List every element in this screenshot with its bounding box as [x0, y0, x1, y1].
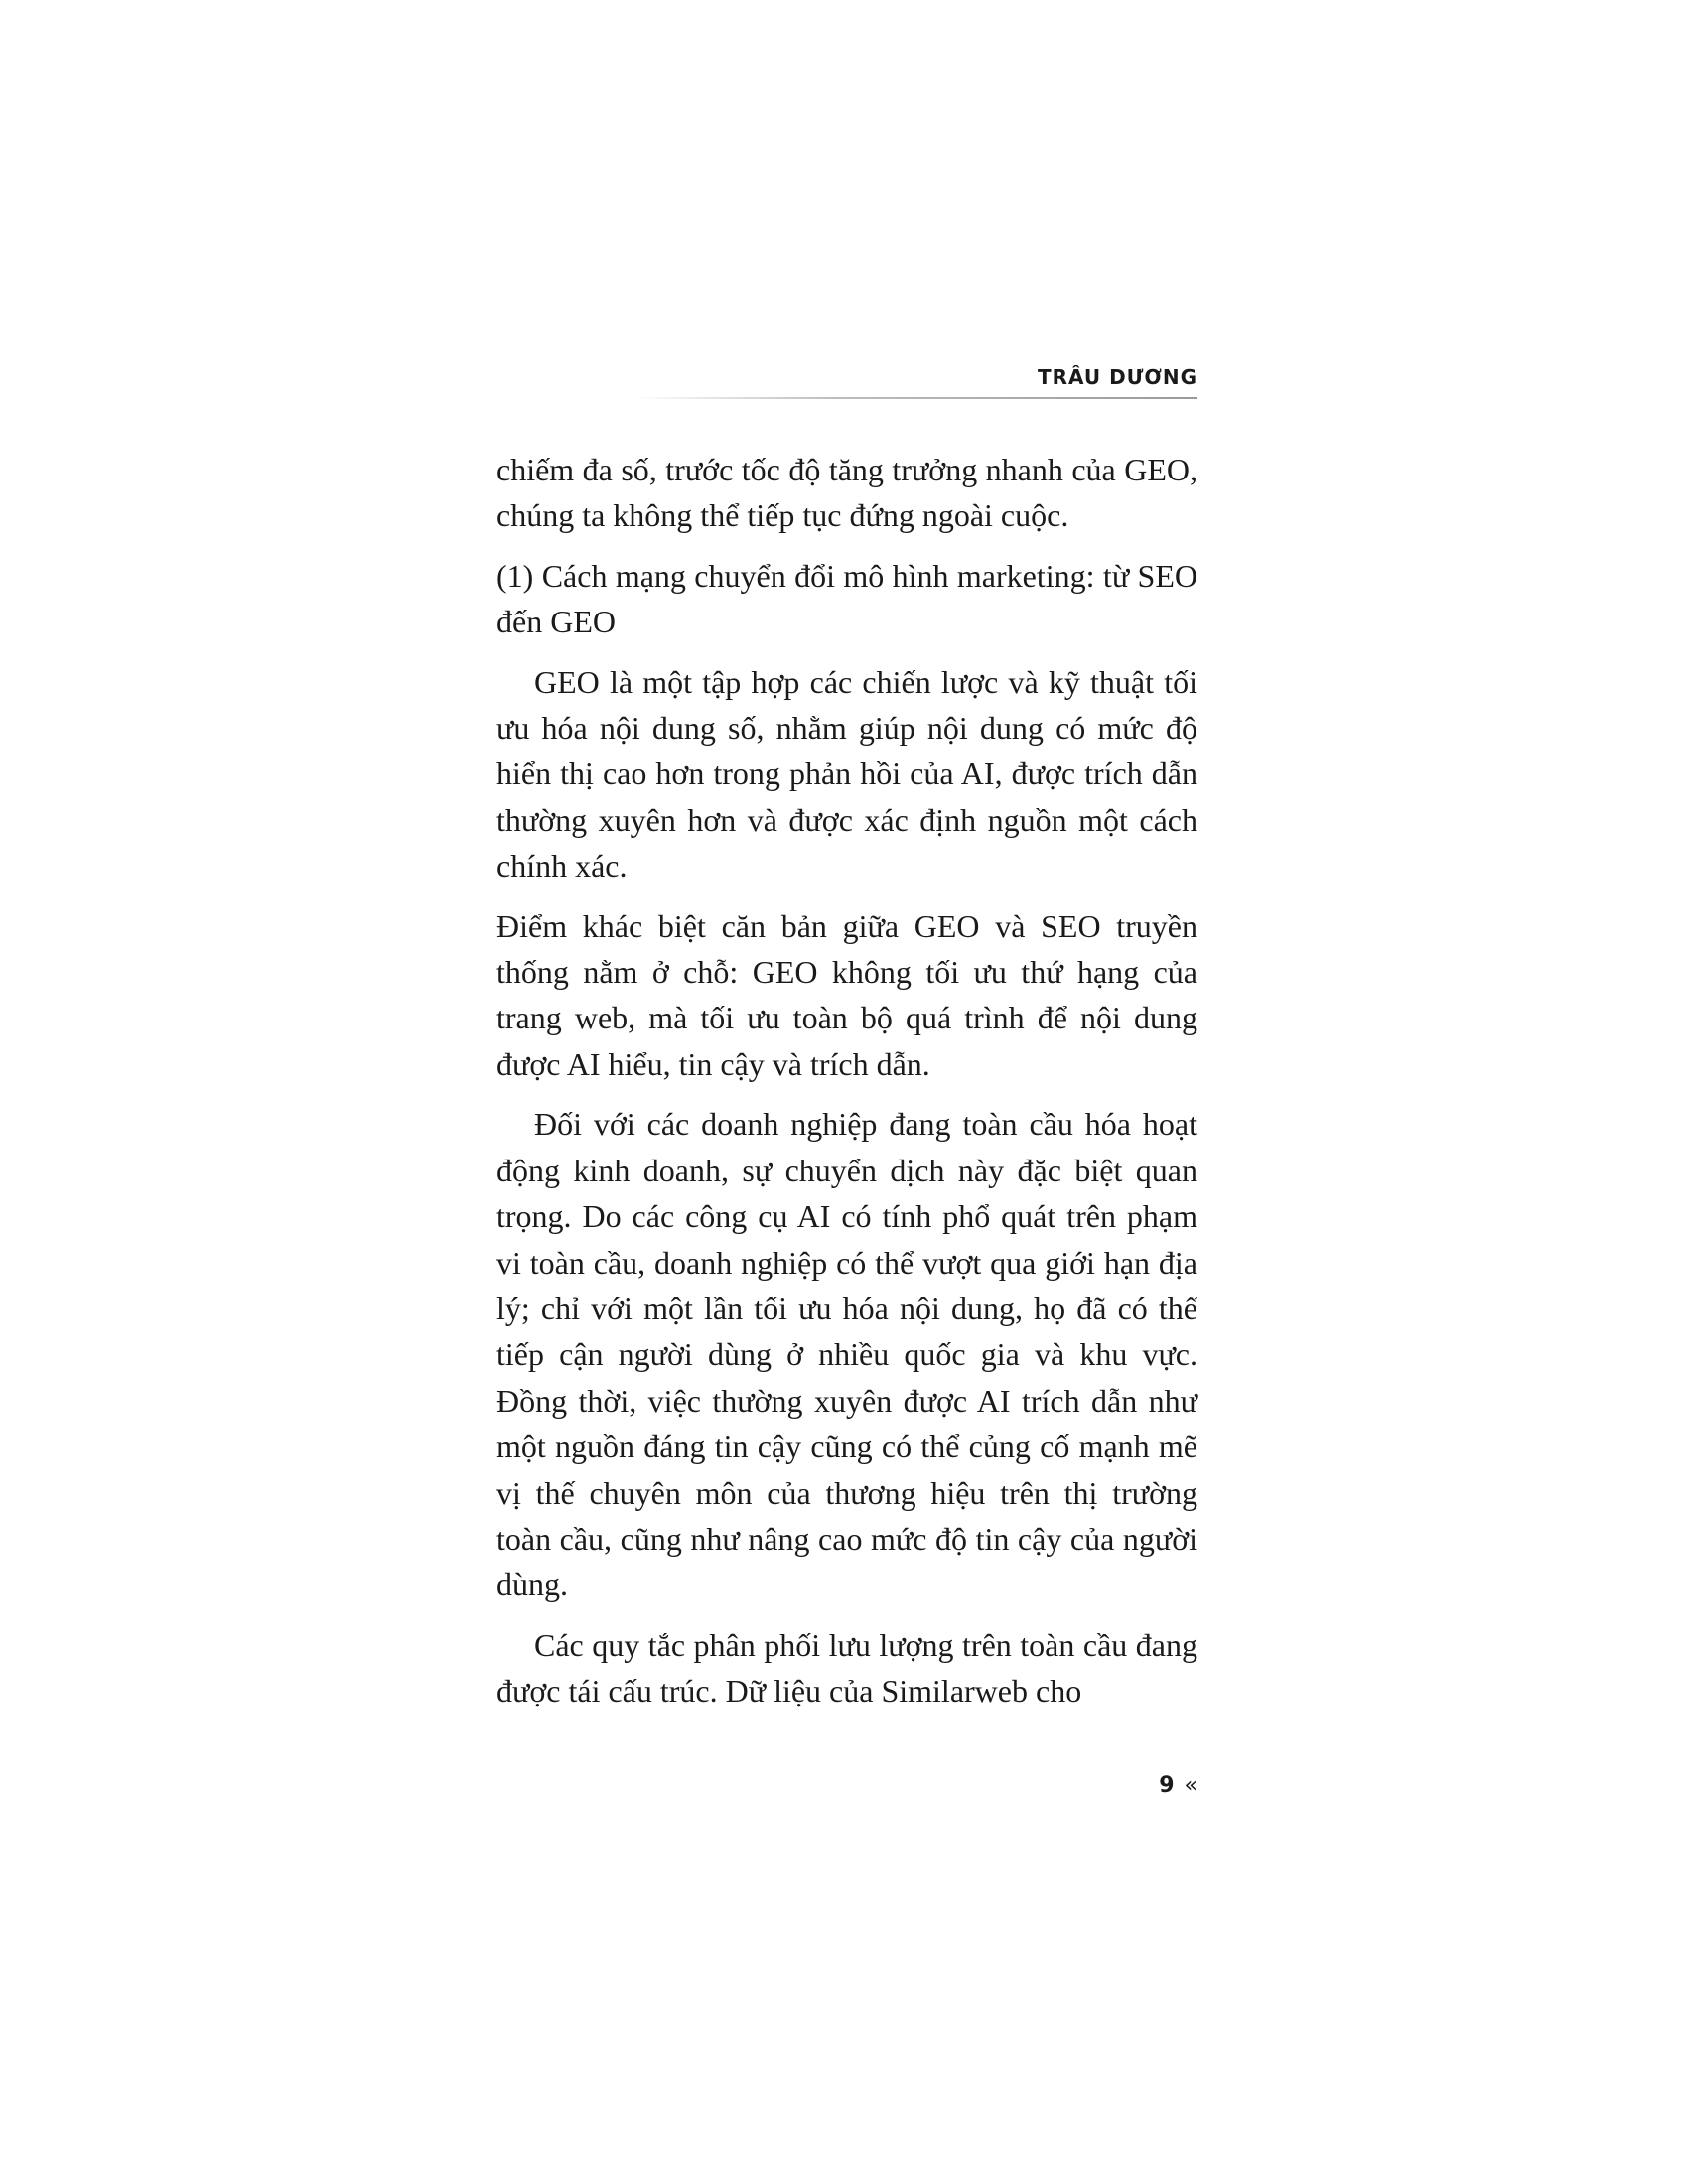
- running-head-author: TRÂU DƯƠNG: [1037, 365, 1197, 389]
- guillemet-marker: «: [1184, 1773, 1197, 1798]
- page-number: 9: [1159, 1773, 1175, 1798]
- paragraph: Điểm khác biệt căn bản giữa GEO và SEO truyền thống nằm ở chỗ: GEO không tối ưu thứ hạng của trang web, mà tối ưu toàn bộ quá trình để nội dung được AI hiểu, tin cậy và trích dẫn.: [496, 907, 1197, 1082]
- paragraph: Đối với các doanh nghiệp đang toàn cầu hóa hoạt động kinh doanh, sự chuyển dịch này đặc biệt quan trọng. Do các công cụ AI có tính phổ quát trên phạm vi toàn cầu, doanh nghiệp có thể vượt qua giới hạn địa lý; chỉ với một lần tối ưu hóa nội dung, họ đã có thể tiếp cận người dùng ở nhiều quốc gia và khu vực. Đồng thời, việc thường xuyên được AI trích dẫn như một nguồn đáng tin cậy cũng có thể củng cố mạnh mẽ vị thế chuyên môn của thương hiệu trên thị trường toàn cầu, cũng như nâng cao mức độ tin cậy của người dùng.: [496, 1106, 1197, 1603]
- body-text: [496, 447, 1197, 1728]
- paragraph: GEO là một tập hợp các chiến lược và kỹ thuật tối ưu hóa nội dung số, nhằm giúp nội dung có mức độ hiển thị cao hơn trong phản hồi của AI, được trích dẫn thường xuyên hơn và được xác định nguồn một cách chính xác.: [496, 663, 1197, 885]
- section-heading: (1) Cách mạng chuyển đổi mô hình marketing: từ SEO đến GEO: [496, 557, 1197, 640]
- paragraph: Các quy tắc phân phối lưu lượng trên toàn cầu đang được tái cấu trúc. Dữ liệu của Similarweb cho: [496, 1626, 1197, 1709]
- page-folio: [496, 1771, 1197, 1801]
- header-rule: [635, 397, 1197, 399]
- paragraph-continuation: chiếm đa số, trước tốc độ tăng trưởng nhanh của GEO, chúng ta không thể tiếp tục đứng ngoài cuộc.: [496, 452, 1197, 534]
